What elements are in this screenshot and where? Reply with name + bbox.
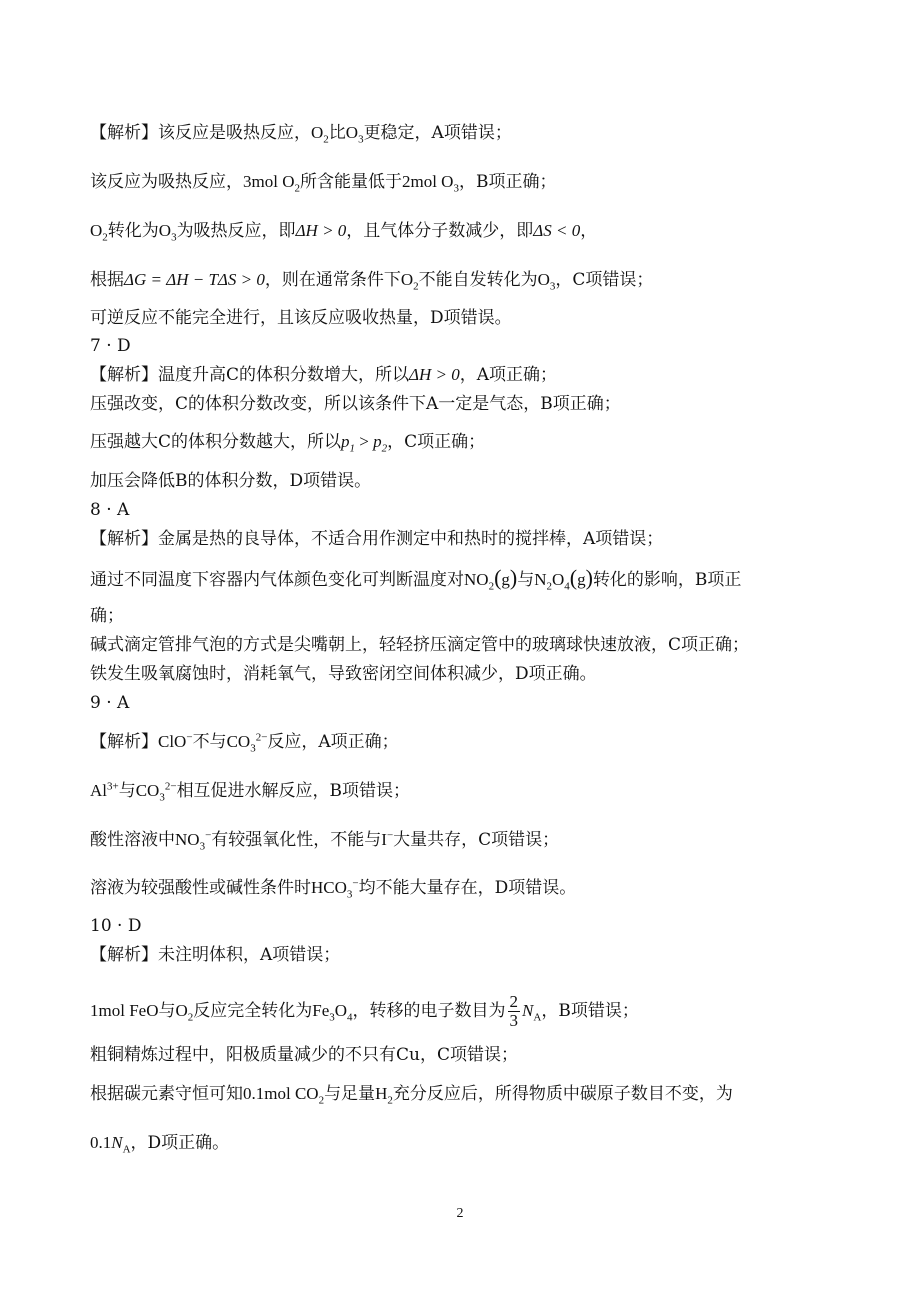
q6-text: 为吸热反应，即	[176, 221, 296, 241]
p1-symbol: $p_1$	[341, 432, 356, 455]
q6-text: 【解析】该反应是吸热反应，	[90, 123, 311, 143]
q10-line-2	[90, 993, 639, 1030]
q6-line-1	[90, 121, 512, 145]
q7-heading: 7 · D	[90, 336, 131, 356]
formula-1mol-feo: 1mol FeO	[90, 1001, 159, 1020]
coefficient: 0.1	[90, 1133, 112, 1152]
delta-g-expression: ΔG = ΔH − TΔS > 0	[124, 270, 265, 289]
delta-h-expression: ΔH > 0	[409, 365, 460, 384]
q6-text: 转化为	[107, 221, 159, 241]
formula-o3: $O_3$	[537, 270, 556, 293]
formula-o3: $O_3$	[345, 123, 364, 146]
formula-n2o4-g: $N_2O_4(g)$	[534, 565, 593, 593]
q7-text: 【解析】温度升高C的体积分数增大，所以	[90, 365, 410, 385]
q6-text: 所含能量低于	[299, 172, 402, 192]
q8-text: 通过不同温度下容器内气体颜色变化可判断温度对	[90, 570, 464, 590]
q10-text: 与	[158, 1001, 176, 1021]
p2-symbol: $p_2$	[373, 432, 388, 455]
q9-text: 相互促进水解反应，B项错误；	[176, 781, 411, 801]
formula-0-1mol-co2: 0.1mol $CO_2$	[243, 1084, 325, 1107]
q6-text: 不能自发转化为	[418, 270, 538, 290]
q9-line-2	[90, 779, 410, 803]
formula-h2: $H_2$	[375, 1084, 393, 1107]
q7-text: 压强越大C的体积分数越大，所以	[90, 432, 342, 452]
formula-o3: $O_3$	[158, 221, 177, 244]
q10-heading: 10 · D	[90, 916, 142, 936]
q6-text: ，	[580, 221, 598, 241]
q6-text: ，C项错误；	[555, 270, 654, 290]
fraction-two-thirds: $\frac{2}{3}$	[509, 992, 519, 1030]
q6-line-5: 可逆反应不能完全进行，且该反应吸收热量，D项错误。	[90, 308, 512, 328]
formula-clo-ion: ClO−	[158, 731, 193, 751]
q10-line-5	[90, 1131, 229, 1155]
q9-text: 大量共存，C项错误；	[393, 830, 560, 850]
q9-line-4	[90, 876, 576, 900]
q9-text: 与	[118, 781, 136, 801]
q6-text: ，且气体分子数减少，即	[346, 221, 534, 241]
q7-line-1	[90, 363, 557, 387]
q9-text: 反应，A项正确；	[267, 732, 399, 752]
q6-text: ，则在通常条件下	[264, 270, 401, 290]
q9-text: 溶液为较强酸性或碱性条件时	[90, 878, 311, 898]
q9-line-3	[90, 828, 559, 852]
formula-fe3o4: $Fe_3O_4$	[312, 1001, 353, 1024]
q10-line-1: 【解析】未注明体积，A项错误；	[90, 945, 341, 965]
q6-line-4	[90, 268, 653, 292]
q10-text: ，D项正确。	[130, 1133, 230, 1153]
q9-heading: 9 · A	[90, 693, 130, 713]
formula-no2-g: $NO_2(g)$	[464, 565, 518, 593]
formula-o2: $O_2$	[400, 270, 419, 293]
q9-text: 酸性溶液中	[90, 830, 175, 850]
q10-text: 与足量	[324, 1084, 376, 1104]
formula-al-ion: $Al^{3+}$	[90, 780, 119, 800]
delta-h-expression: ΔH > 0	[295, 221, 347, 240]
q6-line-3	[90, 219, 597, 243]
q6-text: 更稳定，A项错误；	[363, 123, 512, 143]
q10-text: ，B项错误；	[541, 1001, 639, 1021]
q6-text: ，B项正确；	[458, 172, 557, 192]
q6-text: 该反应为吸热反应，	[90, 172, 243, 192]
q8-line-3: 确；	[90, 606, 124, 626]
formula-co3-ion: $CO_3^{2-}$	[226, 731, 268, 755]
formula-o2: $O_2$	[175, 1001, 194, 1024]
q9-text: 有较强氧化性，不能与	[211, 830, 382, 850]
avogadro-symbol: $N_A$	[522, 1001, 542, 1024]
q9-text: 【解析】	[90, 732, 158, 752]
avogadro-symbol: $N_A$	[111, 1133, 131, 1156]
delta-s-expression: ΔS < 0	[533, 221, 581, 240]
formula-hco3-ion: $HCO_3^-$	[311, 877, 359, 901]
q6-line-2	[90, 170, 556, 194]
q6-text: 比	[328, 123, 346, 143]
q7-line-4: 加压会降低B的体积分数，D项错误。	[90, 471, 372, 491]
q9-text: 不与	[192, 732, 227, 752]
formula-o2: $O_2$	[90, 221, 108, 244]
gt-sign: >	[355, 432, 374, 451]
q10-text: 反应完全转化为	[193, 1001, 313, 1021]
q9-line-1	[90, 730, 399, 754]
formula-2mol-o3: 2mol $O_3$	[401, 172, 459, 195]
q7-text: ，A项正确；	[459, 365, 558, 385]
q7-line-2: 压强改变，C的体积分数改变，所以该条件下A一定是气态，B项正确；	[90, 394, 621, 414]
q10-text: 根据碳元素守恒可知	[90, 1084, 243, 1104]
q7-line-3	[90, 430, 485, 454]
page-number: 2	[456, 1206, 464, 1221]
q7-text: ，C项正确；	[387, 432, 486, 452]
q6-text: 根据	[90, 270, 124, 290]
formula-3mol-o2: 3mol $O_2$	[243, 172, 300, 195]
q9-text: 均不能大量存在，D项错误。	[358, 878, 577, 898]
q8-text: 转化的影响，B项正	[592, 570, 742, 590]
q8-line-1: 【解析】金属是热的良导体，不适合用作测定中和热时的搅拌棒，A项错误；	[90, 529, 664, 549]
formula-co3-ion: $CO_3^{2-}$	[135, 780, 177, 804]
q10-text: ，转移的电子数目为	[352, 1001, 506, 1021]
q8-line-2	[90, 566, 741, 592]
q8-text: 与	[517, 570, 535, 590]
q8-heading: 8 · A	[90, 500, 130, 520]
formula-iodide-ion: I−	[381, 829, 394, 849]
q10-line-4	[90, 1082, 733, 1106]
q10-text: 充分反应后，所得物质中碳原子数目不变，为	[392, 1084, 733, 1104]
formula-o2: $O_2$	[311, 123, 329, 146]
q8-line-5: 铁发生吸氧腐蚀时，消耗氧气，导致密闭空间体积减少，D项正确。	[90, 664, 597, 684]
formula-no3-ion: $NO_3^-$	[175, 829, 212, 853]
q8-line-4: 碱式滴定管排气泡的方式是尖嘴朝上，轻轻挤压滴定管中的玻璃球快速放液，C项正确；	[90, 635, 750, 655]
q10-line-3: 粗铜精炼过程中，阳极质量减少的不只有Cu，C项错误；	[90, 1045, 518, 1065]
